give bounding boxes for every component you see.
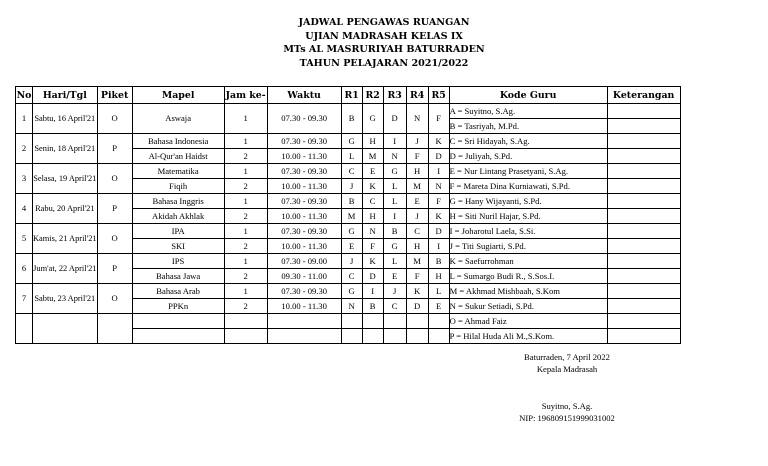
row-jam: 1 xyxy=(224,194,267,209)
header-no: No xyxy=(16,87,33,104)
row-mapel: Matematika xyxy=(132,164,224,179)
row-room-1: L xyxy=(341,149,362,164)
row-room-4: H xyxy=(406,164,428,179)
row-waktu: 07.30 - 09.30 xyxy=(267,104,341,134)
keterangan-cell xyxy=(607,149,680,164)
row-room-5: F xyxy=(428,194,449,209)
header-r5: R5 xyxy=(428,87,449,104)
row-room-3: L xyxy=(383,254,406,269)
row-waktu: 07.30 - 09.30 xyxy=(267,164,341,179)
place-date: Baturraden, 7 April 2022 xyxy=(524,352,610,362)
header-kode-guru: Kode Guru xyxy=(449,87,607,104)
row-room-5: I xyxy=(428,239,449,254)
row-jam: 2 xyxy=(224,299,267,314)
row-room-1: E xyxy=(341,239,362,254)
keterangan-cell xyxy=(607,194,680,209)
row-room-5: E xyxy=(428,299,449,314)
row-room-2: H xyxy=(362,209,383,224)
row-room-2: C xyxy=(362,194,383,209)
row-room-5: B xyxy=(428,254,449,269)
kode-guru-entry: F = Mareta Dina Kurniawati, S.Pd. xyxy=(449,179,607,194)
empty-cell xyxy=(406,329,428,344)
row-piket: P xyxy=(97,194,132,224)
row-jam: 2 xyxy=(224,179,267,194)
row-room-4: D xyxy=(406,299,428,314)
row-piket: P xyxy=(97,254,132,284)
row-room-4: M xyxy=(406,179,428,194)
header-waktu: Waktu xyxy=(267,87,341,104)
empty-cell xyxy=(383,329,406,344)
row-jam: 2 xyxy=(224,269,267,284)
row-mapel: IPA xyxy=(132,224,224,239)
kode-guru-entry: G = Hany Wijayanti, S.Pd. xyxy=(449,194,607,209)
header-r2: R2 xyxy=(362,87,383,104)
row-jam: 1 xyxy=(224,254,267,269)
row-room-5: N xyxy=(428,179,449,194)
keterangan-cell xyxy=(607,254,680,269)
header-r4: R4 xyxy=(406,87,428,104)
row-room-2: I xyxy=(362,284,383,299)
row-piket: O xyxy=(97,224,132,254)
row-jam: 1 xyxy=(224,284,267,299)
keterangan-cell xyxy=(607,269,680,284)
row-room-1: B xyxy=(341,104,362,134)
header-hari: Hari/Tgl xyxy=(33,87,98,104)
row-jam: 1 xyxy=(224,104,267,134)
row-waktu: 07.30 - 09.30 xyxy=(267,224,341,239)
position: Kepala Madrasah xyxy=(536,363,598,374)
kode-guru-entry: D = Juliyah, S.Pd. xyxy=(449,149,607,164)
kode-guru-entry: N = Sukur Setiadi, S.Pd. xyxy=(449,299,607,314)
row-room-5: K xyxy=(428,209,449,224)
row-room-2: F xyxy=(362,239,383,254)
empty-cell xyxy=(383,314,406,329)
row-room-3: I xyxy=(383,134,406,149)
empty-cell xyxy=(267,329,341,344)
row-room-3: J xyxy=(383,284,406,299)
empty-cell xyxy=(132,329,224,344)
row-waktu: 10.00 - 11.30 xyxy=(267,239,341,254)
keterangan-cell xyxy=(607,104,680,119)
row-mapel: Bahasa Jawa xyxy=(132,269,224,284)
empty-cell xyxy=(33,314,98,344)
row-no: 1 xyxy=(16,104,33,134)
empty-cell xyxy=(97,314,132,344)
keterangan-cell xyxy=(607,299,680,314)
row-mapel: SKI xyxy=(132,239,224,254)
keterangan-cell xyxy=(607,209,680,224)
row-room-2: M xyxy=(362,149,383,164)
kode-guru-entry: P = Hilal Huda Ali M.,S.Kom. xyxy=(449,329,607,344)
kode-guru-entry: B = Tasriyah, M.Pd. xyxy=(449,119,607,134)
keterangan-cell xyxy=(607,179,680,194)
row-room-3: L xyxy=(383,194,406,209)
row-room-5: D xyxy=(428,224,449,239)
keterangan-cell xyxy=(607,239,680,254)
empty-cell xyxy=(16,314,33,344)
row-mapel: Fiqih xyxy=(132,179,224,194)
row-no: 7 xyxy=(16,284,33,314)
kode-guru-entry: K = Saefurrohman xyxy=(449,254,607,269)
schedule-body xyxy=(16,104,681,344)
row-jam: 1 xyxy=(224,134,267,149)
header-r3: R3 xyxy=(383,87,406,104)
row-day: Rabu, 20 April'21 xyxy=(33,194,98,224)
empty-cell xyxy=(341,329,362,344)
row-room-3: G xyxy=(383,239,406,254)
row-mapel: Aswaja xyxy=(132,104,224,134)
row-room-2: H xyxy=(362,134,383,149)
table-row xyxy=(16,134,681,149)
title-line-3: MTs AL MASRURIYAH BATURRADEN xyxy=(283,44,485,56)
signer-name: Suyitno, S.Ag. xyxy=(541,401,593,411)
row-mapel: IPS xyxy=(132,254,224,269)
row-room-1: N xyxy=(341,299,362,314)
row-room-4: N xyxy=(406,104,428,134)
row-room-1: M xyxy=(341,209,362,224)
row-day: Kamis, 21 April'21 xyxy=(33,224,98,254)
row-room-1: G xyxy=(341,134,362,149)
table-row xyxy=(16,254,681,269)
table-row xyxy=(16,224,681,239)
empty-cell xyxy=(362,329,383,344)
signature-block-top xyxy=(487,352,647,375)
row-waktu: 07.30 - 09.30 xyxy=(267,134,341,149)
row-room-1: G xyxy=(341,224,362,239)
row-day: Selasa, 19 April'21 xyxy=(33,164,98,194)
row-room-2: N xyxy=(362,224,383,239)
row-piket: O xyxy=(97,104,132,134)
title-line-4: TAHUN PELAJARAN 2021/2022 xyxy=(299,57,469,69)
keterangan-cell xyxy=(607,329,680,344)
row-waktu: 10.00 - 11.30 xyxy=(267,179,341,194)
row-room-3: B xyxy=(383,224,406,239)
row-mapel: Bahasa Inggris xyxy=(132,194,224,209)
empty-cell xyxy=(224,329,267,344)
table-row xyxy=(16,104,681,119)
table-row xyxy=(16,314,681,329)
row-no: 2 xyxy=(16,134,33,164)
empty-cell xyxy=(406,314,428,329)
header-piket: Piket xyxy=(97,87,132,104)
kode-guru-entry: H = Siti Nuril Hajar, S.Pd. xyxy=(449,209,607,224)
row-room-1: B xyxy=(341,194,362,209)
keterangan-cell xyxy=(607,224,680,239)
keterangan-cell xyxy=(607,314,680,329)
row-no: 5 xyxy=(16,224,33,254)
row-room-2: E xyxy=(362,164,383,179)
row-no: 3 xyxy=(16,164,33,194)
row-room-2: B xyxy=(362,299,383,314)
row-piket: O xyxy=(97,164,132,194)
row-room-3: C xyxy=(383,299,406,314)
table-row xyxy=(16,164,681,179)
row-jam: 2 xyxy=(224,209,267,224)
row-waktu: 09.30 - 11.00 xyxy=(267,269,341,284)
row-no: 4 xyxy=(16,194,33,224)
keterangan-cell xyxy=(607,164,680,179)
row-piket: P xyxy=(97,134,132,164)
kode-guru-entry: I = Joharotul Laela, S.Si. xyxy=(449,224,607,239)
row-room-4: M xyxy=(406,254,428,269)
row-day: Sabtu, 16 April'21 xyxy=(33,104,98,134)
row-jam: 2 xyxy=(224,149,267,164)
row-room-5: K xyxy=(428,134,449,149)
row-room-4: J xyxy=(406,209,428,224)
header-row xyxy=(16,87,681,104)
row-piket: O xyxy=(97,284,132,314)
row-room-1: G xyxy=(341,284,362,299)
row-day: Sabtu, 23 April'21 xyxy=(33,284,98,314)
row-room-3: L xyxy=(383,179,406,194)
row-mapel: Bahasa Indonesia xyxy=(132,134,224,149)
empty-cell xyxy=(362,314,383,329)
row-room-3: N xyxy=(383,149,406,164)
keterangan-cell xyxy=(607,134,680,149)
row-day: Jum'at, 22 April'21 xyxy=(33,254,98,284)
signer-nip: NIP: 196809151999031002 xyxy=(519,412,615,423)
kode-guru-entry: O = Ahmad Faiz xyxy=(449,314,607,329)
row-waktu: 10.00 - 11.30 xyxy=(267,149,341,164)
keterangan-cell xyxy=(607,119,680,134)
row-jam: 2 xyxy=(224,239,267,254)
empty-cell xyxy=(267,314,341,329)
empty-cell xyxy=(341,314,362,329)
keterangan-cell xyxy=(607,284,680,299)
row-room-5: L xyxy=(428,284,449,299)
row-jam: 1 xyxy=(224,164,267,179)
row-room-1: J xyxy=(341,254,362,269)
kode-guru-entry: M = Akhmad Mishbaah, S.Kom xyxy=(449,284,607,299)
row-day: Senin, 18 April'21 xyxy=(33,134,98,164)
row-room-1: J xyxy=(341,179,362,194)
row-waktu: 07.30 - 09.30 xyxy=(267,284,341,299)
row-room-2: G xyxy=(362,104,383,134)
row-room-5: F xyxy=(428,104,449,134)
row-room-3: D xyxy=(383,104,406,134)
row-waktu: 07.30 - 09.00 xyxy=(267,254,341,269)
empty-cell xyxy=(428,314,449,329)
empty-cell xyxy=(224,314,267,329)
document-title xyxy=(0,16,768,70)
row-room-1: C xyxy=(341,269,362,284)
row-mapel: Akidah Akhlak xyxy=(132,209,224,224)
signature-block-bottom xyxy=(487,401,647,424)
row-room-2: D xyxy=(362,269,383,284)
row-room-4: J xyxy=(406,134,428,149)
title-line-2: UJIAN MADRASAH KELAS IX xyxy=(305,30,463,42)
table-row xyxy=(16,194,681,209)
row-no: 6 xyxy=(16,254,33,284)
table-row xyxy=(16,284,681,299)
row-room-4: E xyxy=(406,194,428,209)
kode-guru-entry: C = Sri Hidayah, S.Ag. xyxy=(449,134,607,149)
kode-guru-entry: E = Nur Lintang Prasetyani, S.Ag. xyxy=(449,164,607,179)
row-room-5: D xyxy=(428,149,449,164)
row-waktu: 10.00 - 11.30 xyxy=(267,209,341,224)
empty-cell xyxy=(132,314,224,329)
row-mapel: Al-Qur'an Haidst xyxy=(132,149,224,164)
row-room-5: H xyxy=(428,269,449,284)
title-line-1: JADWAL PENGAWAS RUANGAN xyxy=(298,17,470,28)
empty-cell xyxy=(428,329,449,344)
row-room-4: F xyxy=(406,269,428,284)
row-room-3: G xyxy=(383,164,406,179)
row-room-4: K xyxy=(406,284,428,299)
row-room-2: K xyxy=(362,254,383,269)
row-room-4: F xyxy=(406,149,428,164)
kode-guru-entry: J = Titi Sugiarti, S.Pd. xyxy=(449,239,607,254)
row-mapel: PPKn xyxy=(132,299,224,314)
row-waktu: 07.30 - 09.30 xyxy=(267,194,341,209)
row-room-2: K xyxy=(362,179,383,194)
row-room-5: I xyxy=(428,164,449,179)
row-waktu: 10.00 - 11.30 xyxy=(267,299,341,314)
row-room-4: H xyxy=(406,239,428,254)
kode-guru-entry: L = Sumargo Budi R., S.Sos.I. xyxy=(449,269,607,284)
row-jam: 1 xyxy=(224,224,267,239)
header-keterangan: Keterangan xyxy=(607,87,680,104)
row-room-4: C xyxy=(406,224,428,239)
kode-guru-entry: A = Suyitno, S.Ag. xyxy=(449,104,607,119)
header-jam: Jam ke- xyxy=(224,87,267,104)
row-room-3: I xyxy=(383,209,406,224)
row-mapel: Bahasa Arab xyxy=(132,284,224,299)
header-r1: R1 xyxy=(341,87,362,104)
row-room-1: C xyxy=(341,164,362,179)
header-mapel: Mapel xyxy=(132,87,224,104)
row-room-3: E xyxy=(383,269,406,284)
schedule-table xyxy=(15,86,681,344)
